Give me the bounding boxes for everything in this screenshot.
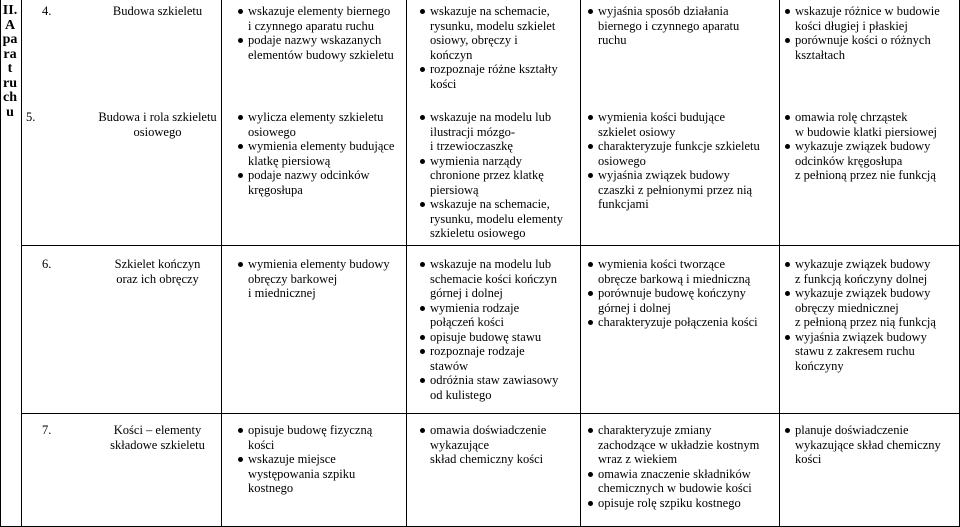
list-item-line: i czynnego aparatu ruchu <box>248 18 374 33</box>
list-item-line: osiowego <box>248 124 296 139</box>
list-item-line: porównuje budowę kończyny <box>598 286 746 300</box>
list-item-line: wskazuje na modelu lub <box>430 257 552 271</box>
list-item <box>587 110 777 139</box>
requirement-cell <box>784 4 956 62</box>
list-item-line: z funkcją kończyny dolnej <box>795 271 928 286</box>
list-item-line: kończyn <box>430 47 473 62</box>
list-item-line: rysunku, modelu szkielet <box>430 18 556 33</box>
list-item <box>237 33 405 62</box>
list-item <box>784 286 956 330</box>
list-item-line: wymienia narządy <box>430 153 522 168</box>
requirement-list <box>587 110 777 212</box>
requirement-list <box>237 110 405 197</box>
list-item-line: i miednicznej <box>248 286 316 300</box>
list-item-line: wskazuje na schemacie, <box>430 4 550 18</box>
list-item-line: odróżnia staw zawiasowy <box>430 373 559 387</box>
list-item-line: zachodzące w układzie kostnym <box>598 437 760 452</box>
list-item-line: wyjaśnia sposób działania <box>598 4 729 18</box>
topic-cell <box>95 257 220 286</box>
list-item-line: biernego i czynnego aparatu <box>598 18 740 33</box>
list-item-line: czaszki z pełnionymi przez nią <box>598 182 753 197</box>
section-label-line: ru <box>3 75 17 91</box>
section-label-line: ch <box>3 90 17 105</box>
list-item-line: szkielet osiowy <box>598 124 676 139</box>
requirement-list <box>784 257 956 373</box>
list-item-line: ilustracji mózgo- <box>430 124 516 139</box>
requirement-cell <box>419 110 579 241</box>
list-item-line: omawia rolę chrząstek <box>795 110 908 124</box>
row-divider <box>21 245 959 246</box>
topic-line: Budowa szkieletu <box>112 4 203 18</box>
list-item <box>419 110 579 154</box>
list-item-line: chemicznych w budowie kości <box>598 481 752 495</box>
list-item-line: porównuje kości o różnych <box>795 33 931 47</box>
requirement-list <box>587 423 777 510</box>
topic-line: Budowa i rola szkieletu <box>98 110 217 124</box>
list-item <box>419 423 579 467</box>
list-item-line: rozpoznaje rodzaje <box>430 344 525 358</box>
list-item-line: kości <box>795 452 822 466</box>
list-item-line: charakteryzuje zmiany <box>598 423 712 437</box>
list-item-line: podaje nazwy wskazanych <box>248 33 382 47</box>
requirement-cell <box>237 257 405 301</box>
list-item-line: wykazuje związek budowy <box>795 139 931 153</box>
list-item-line: obręcze barkową i miedniczną <box>598 271 751 286</box>
list-item-line: kości długiej i płaskiej <box>795 18 908 33</box>
list-item-line: chronione przez klatkę <box>430 168 544 182</box>
row-number: 6. <box>42 257 52 271</box>
section-label <box>2 4 18 120</box>
list-item-line: wyjaśnia związek budowy <box>598 168 730 182</box>
list-item <box>419 154 579 198</box>
list-item <box>587 4 777 48</box>
list-item-line: omawia znaczenie składników <box>598 466 751 481</box>
list-item <box>419 197 579 241</box>
topic-line: składowe szkieletu <box>110 437 205 452</box>
section-label-line: t <box>7 61 13 76</box>
list-item-line: kości <box>248 437 275 452</box>
list-item-line: rozpoznaje różne kształty <box>430 62 558 76</box>
list-item <box>419 301 579 330</box>
requirement-list <box>419 257 579 402</box>
row-divider <box>21 413 959 414</box>
list-item-line: wskazuje miejsce <box>248 452 336 466</box>
topic-line: Kości – elementy <box>113 423 202 437</box>
list-item <box>784 4 956 33</box>
table-border-left <box>0 0 1 527</box>
list-item <box>419 257 579 301</box>
list-item-line: połączeń kości <box>430 315 504 329</box>
list-item-line: wskazuje na schemacie, <box>430 197 550 211</box>
list-item <box>419 4 579 62</box>
list-item-line: omawia doświadczenie <box>430 423 547 437</box>
list-item <box>784 330 956 374</box>
list-item-line: odcinków kręgosłupa <box>795 153 903 168</box>
list-item <box>237 139 405 168</box>
list-item-line: kostnego <box>248 481 294 495</box>
list-item-line: kręgosłupa <box>248 182 303 197</box>
list-item <box>587 257 777 286</box>
list-item-line: wymienia elementy budowy <box>248 257 390 271</box>
list-item-line: z pełnioną przez nią funkcją <box>795 315 936 329</box>
requirement-cell <box>784 423 956 467</box>
list-item-line: i trzewioczaszkę <box>430 139 513 153</box>
list-item-line: opisuje rolę szpiku kostnego <box>598 495 741 510</box>
list-item-line: wskazuje na modelu lub <box>430 110 552 124</box>
list-item-line: osiowy, obręczy i <box>430 33 518 47</box>
requirement-list <box>419 4 579 91</box>
list-item <box>784 139 956 183</box>
requirement-cell <box>419 4 579 91</box>
list-item <box>587 423 777 467</box>
requirement-list <box>237 257 405 301</box>
list-item <box>237 110 405 139</box>
list-item-line: w budowie klatki piersiowej <box>795 124 937 139</box>
list-item-line: opisuje budowę fizyczną <box>248 423 373 437</box>
list-item-line: wyjaśnia związek budowy <box>795 329 927 344</box>
topic-line: oraz ich obręczy <box>116 271 199 286</box>
list-item-line: obręczy miednicznej <box>795 300 899 315</box>
column-divider <box>21 0 22 527</box>
list-item-line: kształtach <box>795 47 845 62</box>
requirement-cell <box>237 423 405 496</box>
list-item-line: wraz z wiekiem <box>598 452 678 466</box>
list-item-line: kości <box>430 76 457 91</box>
column-divider <box>406 0 407 527</box>
list-item <box>587 286 777 315</box>
list-item-line: wskazuje elementy biernego <box>248 4 391 18</box>
list-item <box>419 62 579 91</box>
requirement-cell <box>237 110 405 197</box>
section-label-line: u <box>6 104 14 120</box>
list-item-line: stawów <box>430 358 469 373</box>
requirement-cell <box>419 423 579 467</box>
requirement-list <box>587 257 777 330</box>
list-item-line: wykazuje związek budowy <box>795 286 931 300</box>
list-item-line: górnej i dolnej <box>598 300 671 315</box>
list-item-line: ruchu <box>598 33 627 47</box>
list-item <box>587 315 777 330</box>
row-number: 7. <box>42 423 52 437</box>
requirement-list <box>419 423 579 467</box>
requirement-list <box>419 110 579 241</box>
requirement-cell <box>784 110 956 183</box>
list-item-line: schemacie kości kończyn <box>430 271 558 286</box>
list-item-line: górnej i dolnej <box>430 286 503 300</box>
list-item-line: wykazuje związek budowy <box>795 257 931 271</box>
list-item <box>237 4 405 33</box>
list-item-line: występowania szpiku <box>248 466 356 481</box>
topic-cell <box>95 423 220 452</box>
list-item <box>237 452 405 496</box>
list-item-line: wymienia elementy budujące <box>248 139 395 153</box>
list-item <box>237 423 405 452</box>
section-label-line: A <box>4 17 16 33</box>
requirement-cell <box>419 257 579 402</box>
requirement-list <box>237 4 405 62</box>
list-item-line: wykazujące skład chemiczny <box>795 437 941 452</box>
list-item-line: obręczy barkowej <box>248 271 338 286</box>
requirement-cell <box>237 4 405 62</box>
requirement-list <box>784 110 956 183</box>
list-item-line: rysunku, modelu elementy <box>430 211 563 226</box>
list-item-line: piersiową <box>430 182 479 197</box>
list-item-line: charakteryzuje funkcje szkieletu <box>598 139 760 153</box>
list-item-line: skład chemiczny kości <box>430 452 544 466</box>
list-item <box>784 33 956 62</box>
list-item <box>237 168 405 197</box>
topic-line: Szkielet kończyn <box>114 257 201 271</box>
row-number: 5. <box>26 110 36 124</box>
list-item <box>587 496 777 511</box>
list-item-line: wskazuje różnice w budowie <box>795 4 940 18</box>
list-item <box>587 467 777 496</box>
list-item <box>784 110 956 139</box>
requirement-cell <box>587 110 777 212</box>
list-item <box>237 257 405 301</box>
list-item <box>784 423 956 467</box>
list-item-line: charakteryzuje połączenia kości <box>598 315 758 329</box>
column-divider <box>580 0 581 527</box>
topic-line: osiowego <box>133 124 182 139</box>
list-item <box>419 344 579 373</box>
list-item-line: stawu z zakresem ruchu <box>795 344 915 358</box>
list-item <box>587 139 777 168</box>
topic-cell <box>95 110 220 139</box>
list-item <box>419 330 579 345</box>
list-item-line: wykazujące <box>430 437 489 452</box>
list-item-line: wymienia rodzaje <box>430 300 520 315</box>
row-number: 4. <box>42 4 52 18</box>
list-item-line: klatkę piersiową <box>248 153 331 168</box>
list-item-line: od kulistego <box>430 387 492 402</box>
list-item-line: opisuje budowę stawu <box>430 329 542 344</box>
requirement-list <box>784 4 956 62</box>
column-divider <box>779 0 780 527</box>
list-item-line: funkcjami <box>598 197 649 211</box>
section-label-line: II. <box>2 3 18 18</box>
topic-cell <box>95 4 220 19</box>
section-label-line: pa <box>2 32 18 47</box>
list-item-line: wymienia kości tworzące <box>598 257 726 271</box>
requirement-cell <box>587 4 777 48</box>
list-item <box>784 257 956 286</box>
requirement-cell <box>587 257 777 330</box>
requirement-list <box>587 4 777 48</box>
list-item-line: z pełnioną przez nie funkcją <box>795 168 936 182</box>
list-item-line: podaje nazwy odcinków <box>248 168 370 182</box>
section-label-line: ra <box>3 46 17 62</box>
list-item <box>587 168 777 212</box>
list-item-line: kończyny <box>795 358 844 373</box>
list-item-line: wylicza elementy szkieletu <box>248 110 384 124</box>
requirement-list <box>784 423 956 467</box>
list-item-line: osiowego <box>598 153 646 168</box>
requirement-cell <box>784 257 956 373</box>
requirement-list <box>237 423 405 496</box>
list-item <box>419 373 579 402</box>
list-item-line: elementów budowy szkieletu <box>248 47 394 62</box>
column-divider <box>221 0 222 527</box>
list-item-line: szkieletu osiowego <box>430 226 526 240</box>
requirement-cell <box>587 423 777 510</box>
list-item-line: wymienia kości budujące <box>598 110 726 124</box>
list-item-line: planuje doświadczenie <box>795 423 909 437</box>
